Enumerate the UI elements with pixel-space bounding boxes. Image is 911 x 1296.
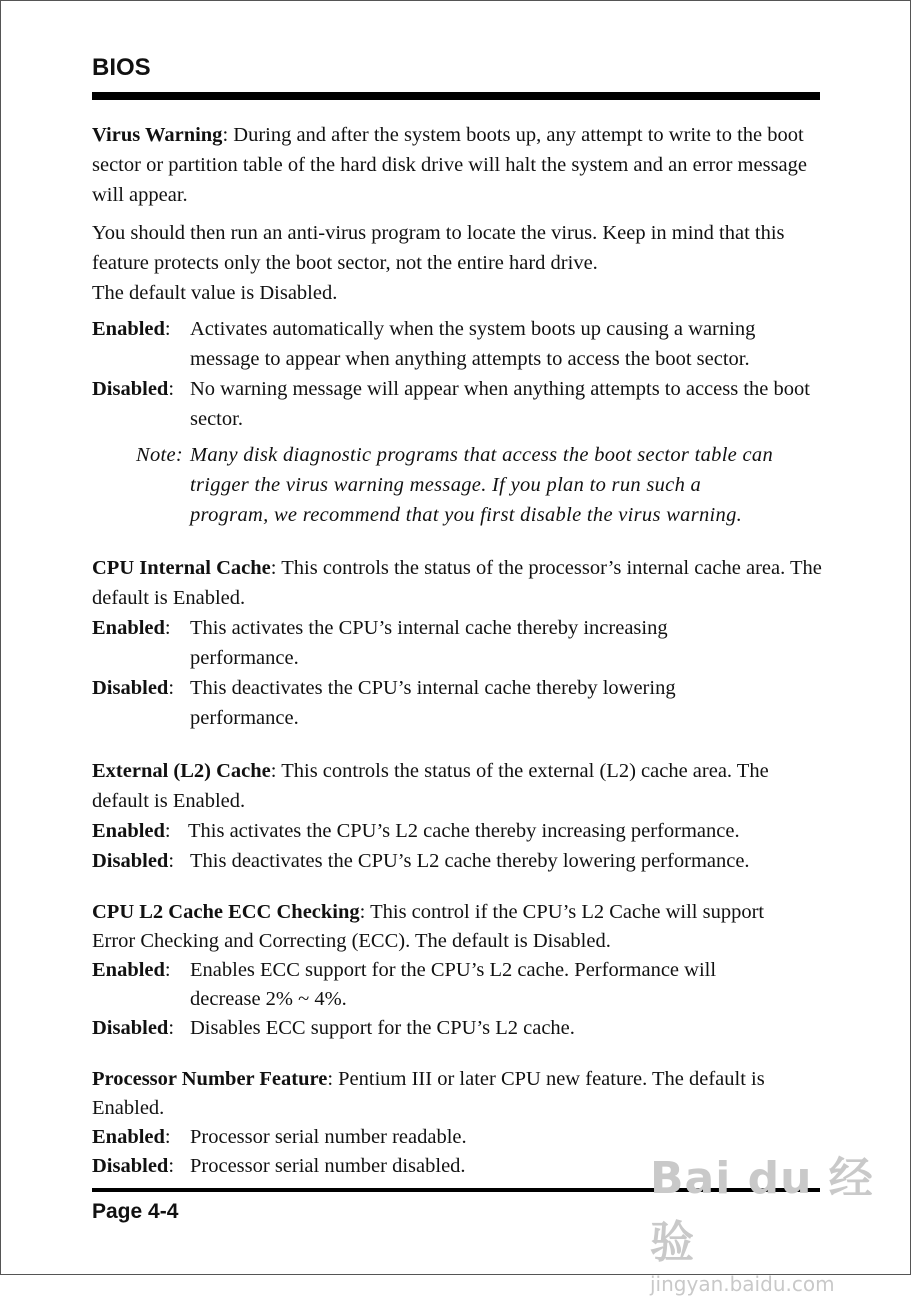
watermark [650,1142,911,1296]
psn-desc-text: : Pentium III or later CPU new feature. The default is Enabled. [92,1068,765,1119]
virus-disabled-label: Disabled [92,378,169,400]
virus-disabled-text: No warning message will appear when anything attempts to access the boot sector. [190,378,810,430]
cpu-cache-label: CPU Internal Cache [92,557,271,579]
virus-para2a: You should then run an anti-virus program to locate the virus. Keep in mind that this feature protects only the boot sector, not the entire hard drive. [92,222,785,274]
cpu-cache-enabled-text: This activates the CPU’s internal cache thereby increasing performance. [190,617,668,669]
ecc-enabled-option: Enabled: Enables ECC support for the CPU’s L2 cache. Performance will decrease 2% ~ 4%. [92,959,717,1010]
virus-note [92,440,822,530]
psn-disabled-option: Disabled: Processor serial number disabled. [92,1155,466,1177]
page-number: Page 4-4 [92,1200,179,1223]
cpu-cache-desc-text: : This controls the status of the processor’s internal cache area. The default is Enabled. [92,557,822,609]
virus-default: The default value is Disabled. [92,282,338,304]
page-header-title: BIOS [92,54,151,81]
l2-cache-disabled-option: Disabled: This deactivates the CPU’s L2 cache thereby lowering performance. [92,850,750,872]
l2-cache-enabled-option: Enabled: This activates the CPU’s L2 cache thereby increasing performance. [92,820,740,842]
virus-enabled-option: Enabled: Activates automatically when the system boots up causing a warning message to appear when anything attempts to access the boot sector. [92,318,756,370]
cpu-cache-description [92,553,822,613]
psn-disabled-label: Disabled [92,1155,169,1177]
cpu-cache-disabled-option: Disabled: This deactivates the CPU’s internal cache thereby lowering performance. [92,677,676,729]
section-ecc-checking [92,898,822,1043]
header-rule [92,92,820,100]
l2-cache-enabled-label: Enabled [92,820,165,842]
l2-cache-desc-text: : This controls the status of the external (L2) cache area. The default is Enabled. [92,760,769,812]
ecc-disabled-label: Disabled [92,1017,169,1039]
cpu-cache-disabled-text: This deactivates the CPU’s internal cache thereby lowering performance. [190,677,676,729]
virus-disabled-option: Disabled: No warning message will appear when anything attempts to access the boot sector. [92,378,810,430]
virus-label: Virus Warning [92,124,223,146]
note-label: Note: [136,444,184,466]
l2-cache-disabled-label: Disabled [92,850,169,872]
watermark-logo: Bai du 经验 [650,1153,874,1268]
l2-cache-enabled-text: This activates the CPU’s L2 cache thereby increasing performance. [188,820,740,842]
ecc-desc-text: : This control if the CPU’s L2 Cache will support Error Checking and Correcting (ECC). The default is Disabled. [92,901,765,952]
ecc-disabled-text: Disables ECC support for the CPU’s L2 cache. [190,1017,575,1039]
l2-cache-description [92,756,822,816]
virus-enabled-label: Enabled [92,318,165,340]
l2-cache-disabled-text: This deactivates the CPU’s L2 cache thereby lowering performance. [190,850,750,872]
section-virus-warning [92,120,822,530]
l2-cache-label: External (L2) Cache [92,760,271,782]
ecc-enabled-label: Enabled [92,959,165,981]
ecc-label: CPU L2 Cache ECC Checking [92,901,360,923]
cpu-cache-disabled-label: Disabled [92,677,169,699]
cpu-cache-enabled-option: Enabled: This activates the CPU’s internal cache thereby increasing performance. [92,617,668,669]
cpu-cache-enabled-label: Enabled [92,617,165,639]
psn-enabled-option: Enabled: Processor serial number readable. [92,1126,467,1148]
section-external-l2-cache [92,756,822,876]
watermark-url: jingyan.baidu.com [650,1272,835,1296]
virus-desc-text: : During and after the system boots up, any attempt to write to the boot sector or partition table of the hard disk drive will halt the system and an error message will appear. [92,124,808,206]
psn-label: Processor Number Feature [92,1068,328,1090]
psn-description [92,1065,822,1123]
ecc-description [92,898,822,956]
note-text: Many disk diagnostic programs that access the boot sector table can trigger the virus warning message. If you plan to run such a program, we recommend that you first disable the virus warning. [190,444,774,526]
psn-enabled-label: Enabled [92,1126,165,1148]
virus-enabled-text: Activates automatically when the system boots up causing a warning message to appear when anything attempts to access the boot sector. [190,318,756,370]
ecc-disabled-option: Disabled: Disables ECC support for the CPU’s L2 cache. [92,1017,575,1039]
ecc-enabled-text: Enables ECC support for the CPU’s L2 cache. Performance will decrease 2% ~ 4%. [190,959,717,1010]
psn-disabled-text: Processor serial number disabled. [190,1155,466,1177]
section-cpu-internal-cache [92,553,822,733]
virus-description [92,120,822,210]
psn-enabled-text: Processor serial number readable. [190,1126,467,1148]
